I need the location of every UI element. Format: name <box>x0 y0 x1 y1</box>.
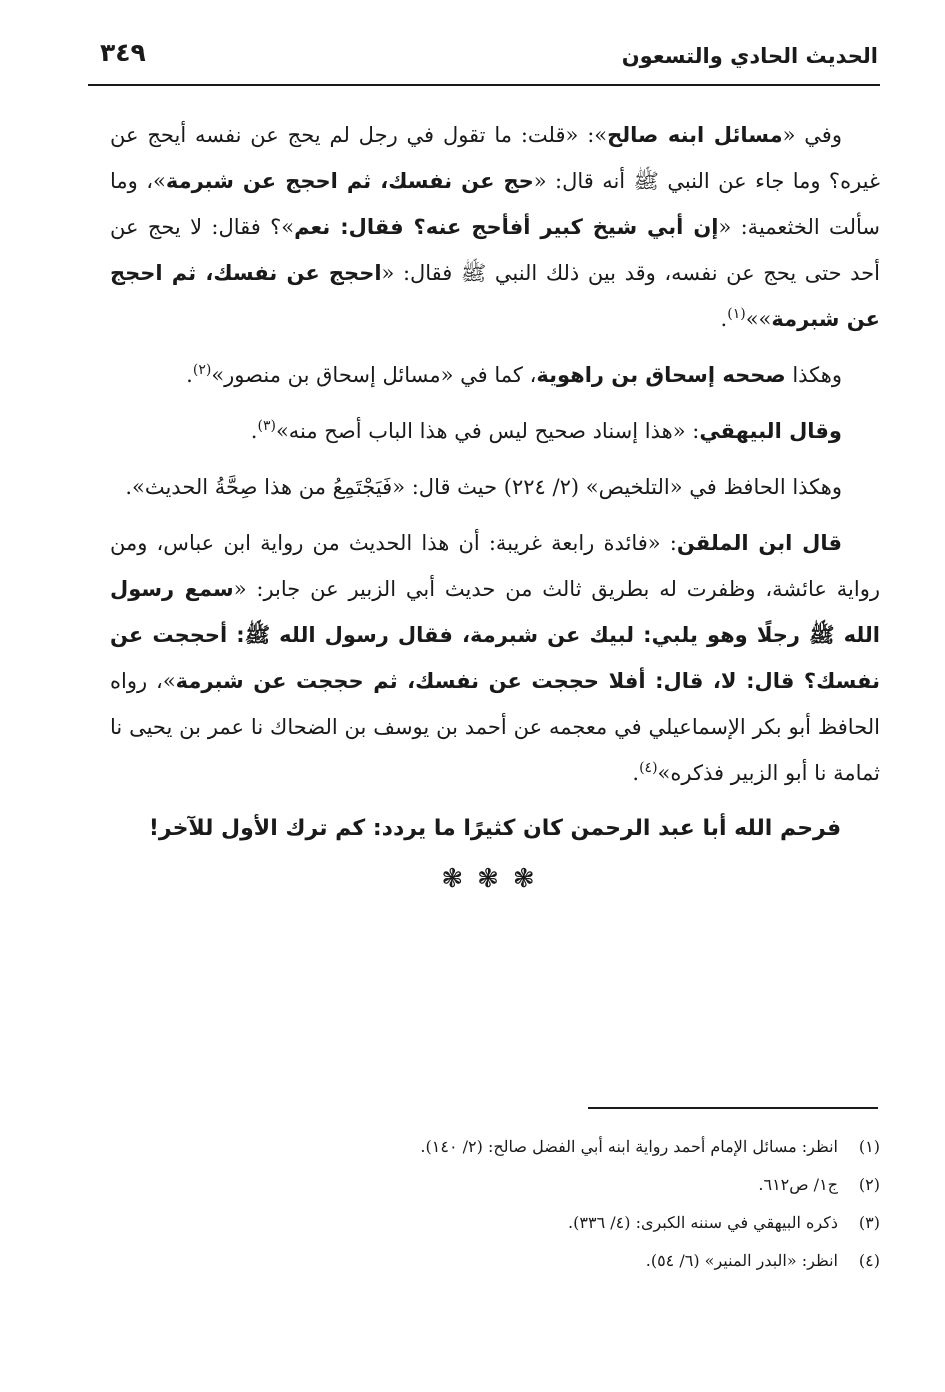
text-run: وفي « <box>782 123 842 147</box>
text-run: . <box>250 419 258 443</box>
footnote-number: (٣) <box>858 1213 880 1232</box>
text-run: »، رواه الحافظ أبو بكر الإسماعيلي في معجمه عن أحمد بن يوسف بن الضحاك نا عمر بن يحيى نا ثمامة نا أبو الزبير فذكره» <box>110 669 880 785</box>
running-title: الحديث الحادي والتسعون <box>621 44 878 68</box>
bold-run: مسائل ابنه صالح <box>607 123 783 147</box>
text-run: : «هذا إسناد صحيح ليس في هذا الباب أصح منه» <box>275 419 700 443</box>
bold-run: إن أبي شيخ كبير أفأحج عنه؟ فقال: نعم <box>294 215 719 239</box>
footnote-text: انظر: «البدر المنير» (٦/ ٥٤). <box>645 1251 838 1270</box>
paragraph-ishaq <box>110 352 880 398</box>
bold-run: قال ابن الملقن <box>676 531 842 555</box>
bold-run: وقال البيهقي <box>699 419 842 443</box>
footnote-text: ذكره البيهقي في سننه الكبرى: (٤/ ٣٣٦). <box>568 1213 838 1232</box>
text-run: : «فائدة رابعة غريبة: أن هذا الحديث من رواية ابن عباس، ومن رواية عائشة، وظفرت له بطريق ثالث من حديث أبي الزبير عن جابر: « <box>110 531 880 601</box>
footnote-ref[interactable]: (٣) <box>257 418 276 434</box>
bold-run: سمع رسول الله ﷺ رجلًا وهو يلبي: لبيك عن شبرمة، فقال رسول الله ﷺ: أحججت عن نفسك؟ قال: لا، قال: أفلا حججت عن نفسك، ثم حججت عن شبرمة <box>110 577 880 693</box>
footnote-text: انظر: مسائل الإمام أحمد رواية ابنه أبي الفضل صالح: (٢/ ١٤٠). <box>420 1137 838 1156</box>
footnote-item <box>200 1242 880 1280</box>
header-rule <box>88 84 880 86</box>
footnote-number: (٢) <box>858 1175 880 1194</box>
text-run: وهكذا الحافظ في «التلخيص» (٢/ ٢٢٤) حيث قال: «فَيَجْتَمِعُ من هذا صِحَّةُ الحديث». <box>125 475 842 499</box>
closing-line: فرحم الله أبا عبد الرحمن كان كثيرًا ما يردد: كم ترك الأول للآخر! <box>148 816 842 841</box>
footnote-text: ج١/ ص٦١٢. <box>758 1175 838 1194</box>
text-run: . <box>186 363 193 387</box>
footnote-rule <box>588 1107 878 1109</box>
text-run: . <box>720 307 728 331</box>
paragraph-saleh <box>110 112 880 342</box>
text-run: »» <box>745 307 772 331</box>
page-header <box>100 38 878 78</box>
page-number: ٣٤٩ <box>100 38 146 67</box>
main-text <box>110 112 880 902</box>
text-run: »؟ فقال: لا يحج عن أحد حتى يحج عن نفسه، وقد بين ذلك النبي ﷺ فقال: « <box>110 215 880 285</box>
footnote-item <box>200 1204 880 1242</box>
bold-run: حج عن نفسك، ثم احجج عن شبرمة <box>165 169 534 193</box>
footnote-ref[interactable]: (٢) <box>192 362 212 378</box>
paragraph-bayhaqi <box>110 408 880 454</box>
text-run: . <box>632 761 640 785</box>
text-run: »، وما سألت الخثعمية: « <box>110 169 881 239</box>
bold-run: احجج عن نفسك، ثم احجج عن شبرمة <box>110 261 880 331</box>
footnote-number: (٤) <box>858 1251 880 1270</box>
footnote-ref[interactable]: (٤) <box>639 760 658 776</box>
text-run: ، كما في «مسائل إسحاق بن منصور» <box>211 363 537 387</box>
footnotes <box>200 1128 880 1280</box>
bold-run: صححه إسحاق بن راهوية <box>536 363 786 387</box>
footnote-ref[interactable]: (١) <box>727 306 746 322</box>
paragraph-ibn-mulaqqin <box>110 520 880 796</box>
text-run: وهكذا <box>785 363 842 387</box>
footnote-item <box>200 1166 880 1204</box>
text-run: »: «قلت: ما تقول في رجل لم يحج عن نفسه أيحج عن غيره؟ وما جاء عن النبي ﷺ أنه قال: « <box>110 123 880 193</box>
footnote-item <box>200 1128 880 1166</box>
section-separator-icon: ❃❃❃ <box>441 864 549 894</box>
paragraph-talkhis <box>110 464 880 510</box>
footnote-number: (١) <box>858 1137 880 1156</box>
